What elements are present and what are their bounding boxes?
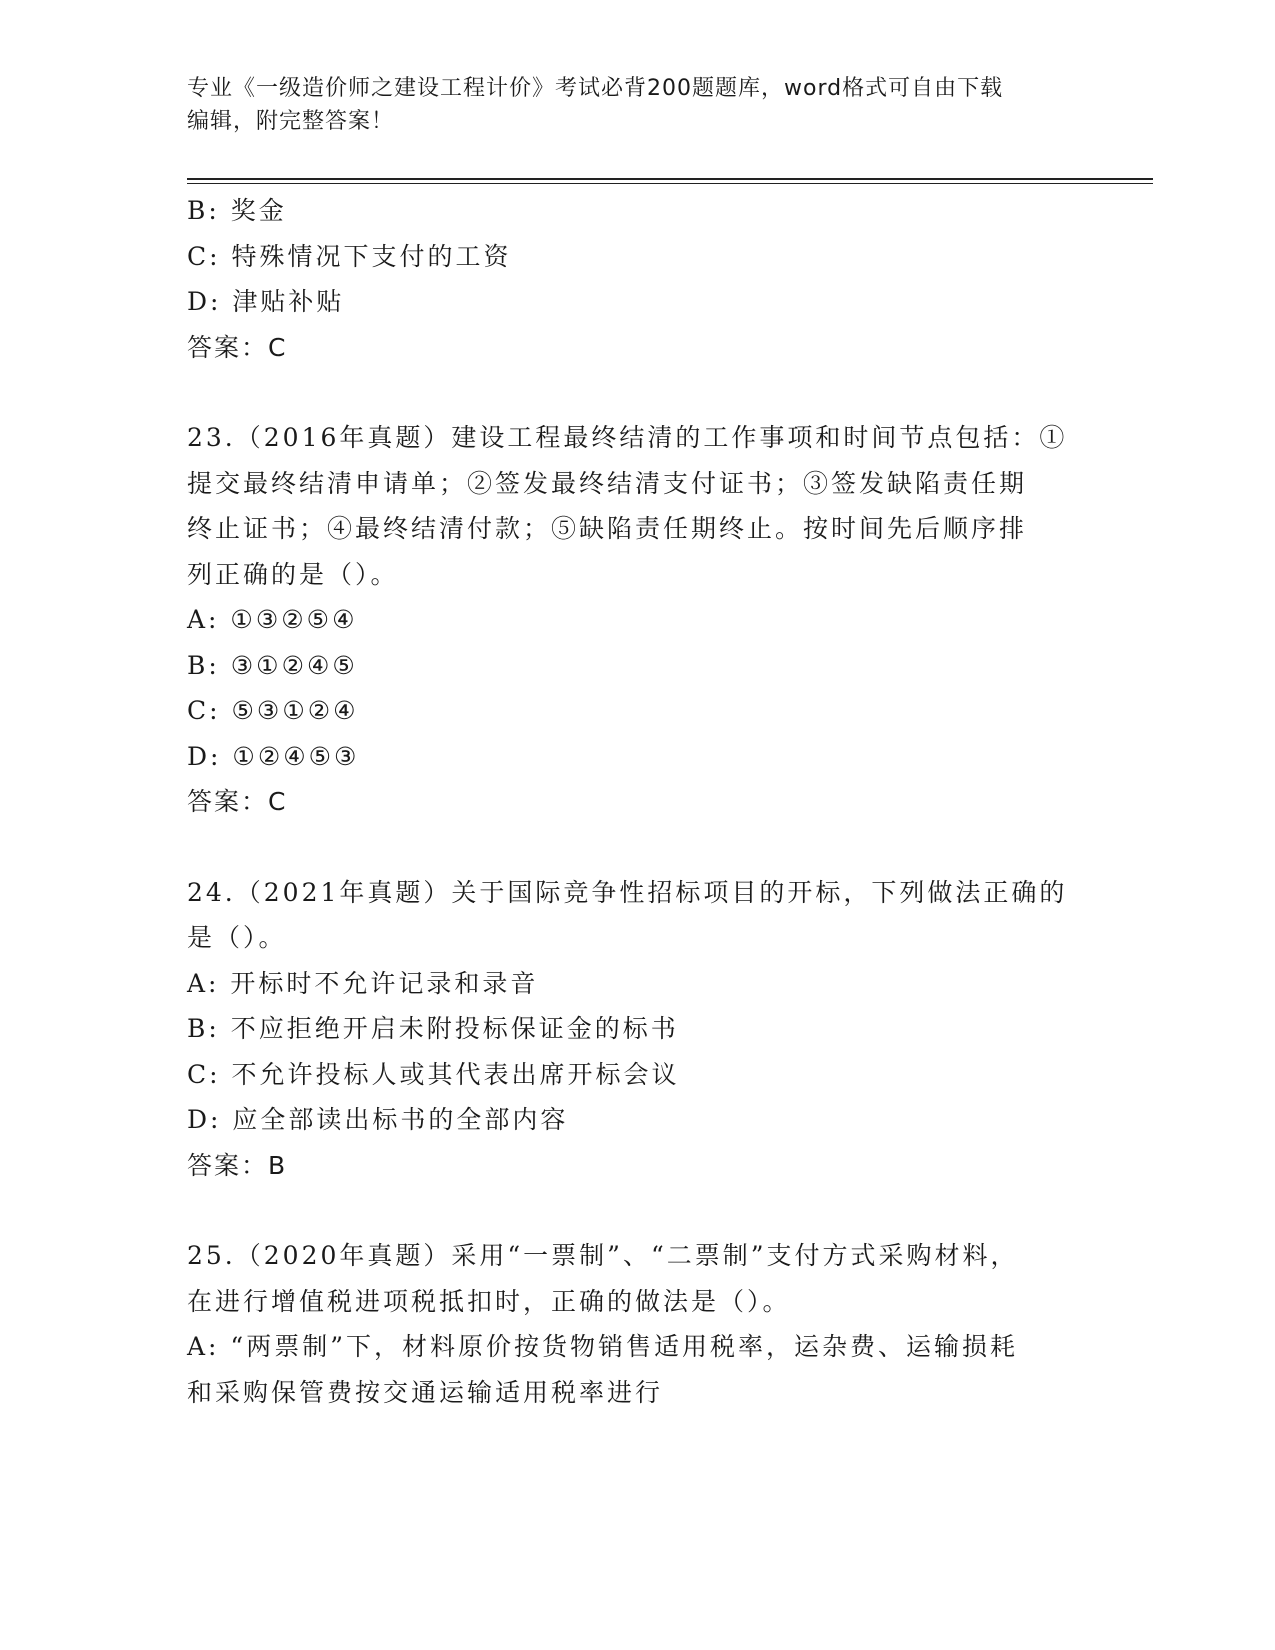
header-divider-thick: [187, 178, 1153, 180]
question-24: [187, 870, 1087, 1189]
spacer: [187, 1188, 1087, 1233]
document-header: [187, 72, 1067, 138]
option-line: D: 津贴补贴: [187, 287, 345, 316]
option-line: C: 不允许投标人或其代表出席开标会议: [187, 1059, 680, 1089]
option-line: D: 应全部读出标书的全部内容: [187, 1105, 569, 1134]
question-text-line: 终止证书；④最终结清付款；⑤缺陷责任期终止。按时间先后顺序排: [187, 514, 1028, 543]
answer-line: 答案：C: [187, 787, 288, 816]
header-line-2: 编辑，附完整答案！: [187, 109, 395, 134]
option-line: C: ⑤③①②④: [187, 696, 359, 725]
answer-line: 答案：C: [187, 332, 288, 362]
question-text-line: 23.（2016年真题）建设工程最终结清的工作事项和时间节点包括：①: [187, 423, 1068, 452]
option-line: D: ①②④⑤③: [187, 741, 360, 771]
option-line: 和采购保管费按交通运输适用税率进行: [187, 1377, 664, 1407]
question-text-line: 25.（2020年真题）采用“一票制”、“二票制”支付方式采购材料，: [187, 1241, 1019, 1270]
option-line: A: 开标时不允许记录和录音: [187, 968, 539, 998]
header-line-1: 专业《一级造价师之建设工程计价》考试必背200题题库，word格式可自由下载: [187, 76, 1004, 101]
option-line: C: 特殊情况下支付的工资: [187, 241, 512, 271]
question-text-line: 是（）。: [187, 923, 287, 952]
question-text-line: 提交最终结清申请单；②签发最终结清支付证书；③签发缺陷责任期: [187, 468, 1028, 498]
option-line: A: ①③②⑤④: [187, 605, 358, 634]
answer-line: 答案：B: [187, 1150, 288, 1180]
spacer: [187, 370, 1087, 415]
question-23: [187, 415, 1087, 825]
question-text-line: 24.（2021年真题）关于国际竞争性招标项目的开标，下列做法正确的: [187, 877, 1068, 907]
question-25: [187, 1233, 1087, 1415]
option-line: B: 不应拒绝开启未附投标保证金的标书: [187, 1014, 679, 1043]
option-line: A: “两票制”下，材料原价按货物销售适用税率，运杂费、运输损耗: [187, 1332, 1018, 1361]
header-divider-thin: [187, 183, 1153, 184]
spacer: [187, 825, 1087, 870]
question-text-line: 在进行增值税进项税抵扣时，正确的做法是（）。: [187, 1286, 791, 1316]
option-line: B: 奖金: [187, 196, 287, 225]
question-content: [187, 188, 1087, 1415]
question-22-continued: [187, 188, 1087, 370]
question-text-line: 列正确的是（）。: [187, 559, 399, 589]
option-line: B: ③①②④⑤: [187, 650, 358, 680]
